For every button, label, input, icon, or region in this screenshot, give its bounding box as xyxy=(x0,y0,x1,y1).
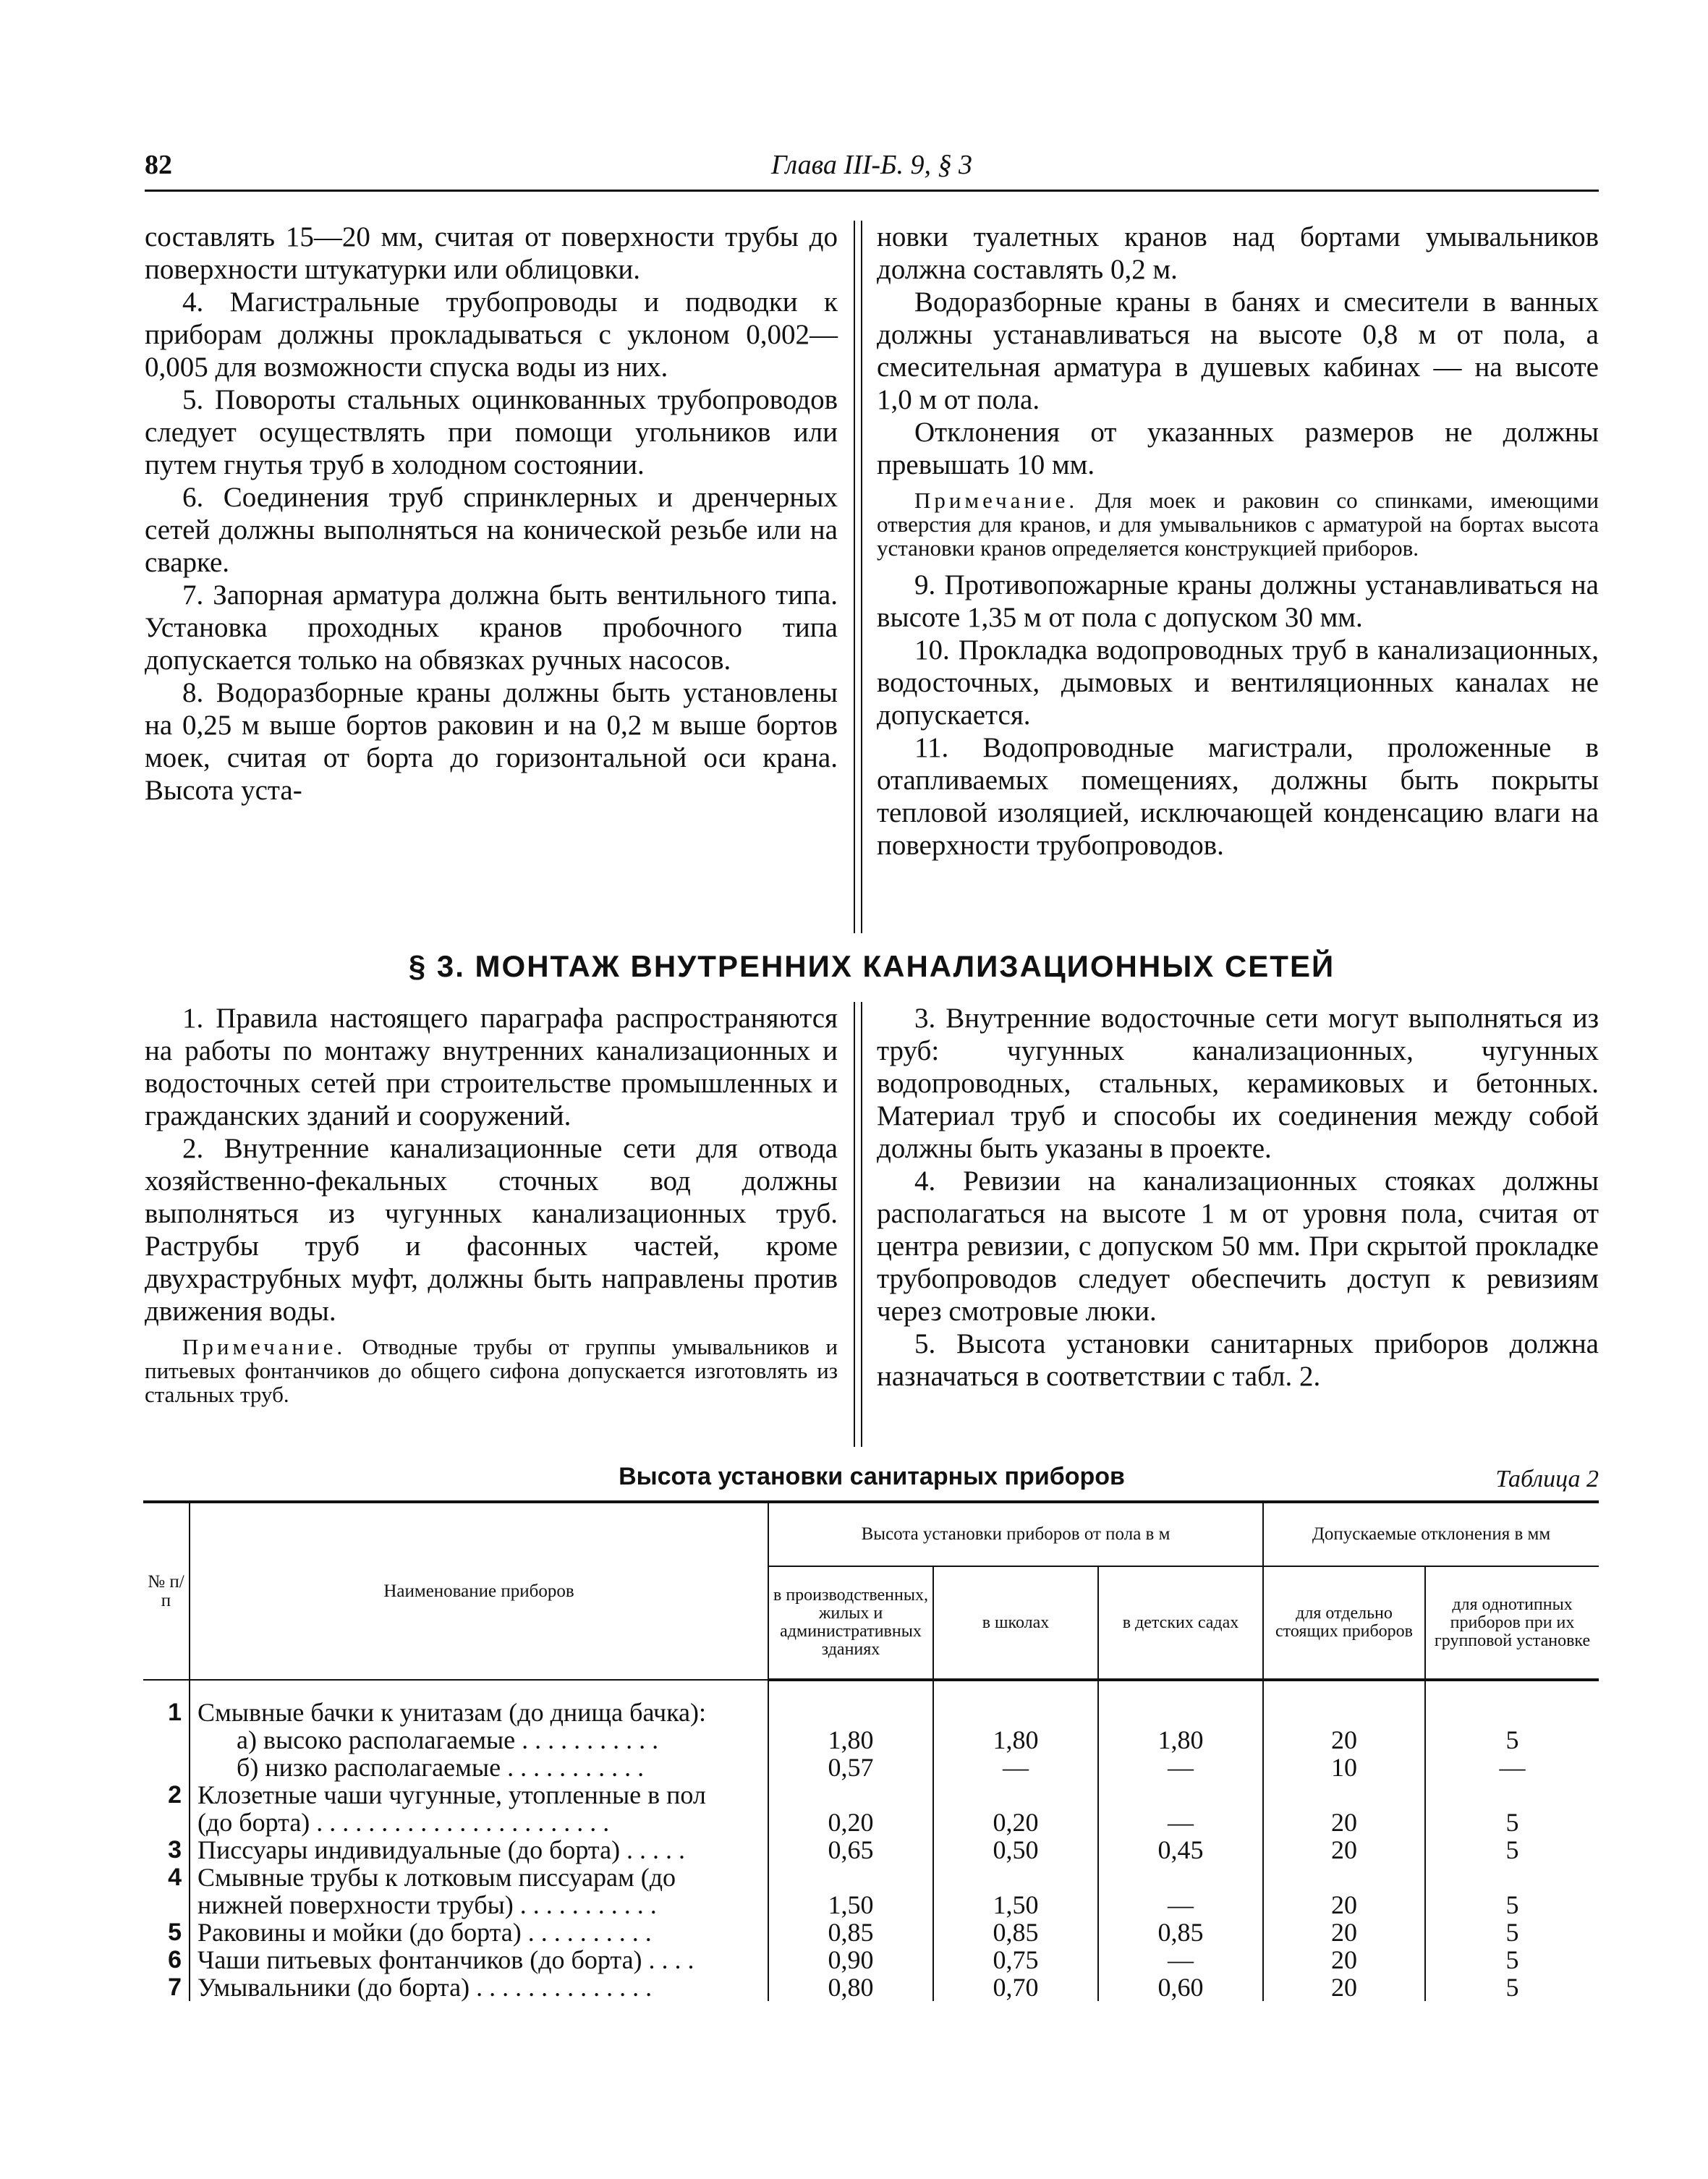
deviation-single-cell xyxy=(1263,1864,1425,1891)
height-industrial-cell: 0,85 xyxy=(768,1919,933,1946)
deviation-group-cell: 5 xyxy=(1425,1919,1599,1946)
height-schools-cell: 0,70 xyxy=(933,1974,1098,2001)
note-text: Для моек и раковин со спинками, имеющими отверстия для кранов, и для умывальников с арматурой на бортах высота установки кранов определяется конструкцией приборов. xyxy=(877,488,1599,561)
table-row xyxy=(143,1726,1599,1754)
height-kindergartens-cell: — xyxy=(1098,1946,1263,1974)
height-industrial-cell: 1,50 xyxy=(768,1891,933,1919)
deviation-group-cell: 5 xyxy=(1425,1891,1599,1919)
table-spacer-row xyxy=(143,1680,1599,1699)
deviation-single-cell: 20 xyxy=(1263,1809,1425,1836)
row-number-cell xyxy=(143,1891,190,1919)
deviation-single-cell xyxy=(1263,1699,1425,1726)
spacer-cell xyxy=(1425,1680,1599,1699)
height-industrial-cell xyxy=(768,1864,933,1891)
table-label: Таблица 2 xyxy=(1495,1466,1599,1492)
row-number-cell: 5 xyxy=(168,1919,182,1946)
row-number-cell: 3 xyxy=(168,1836,182,1864)
row-name-cell xyxy=(190,1919,768,1946)
installation-height-table xyxy=(143,1500,1599,2001)
paragraph: 4. Магистральные трубопроводы и подводки к приборам должны прокладываться с уклоном 0,002—0,005 для возможности спуска воды из них. xyxy=(145,286,838,383)
header-height-industrial: в производственных, жилых и административных зданиях xyxy=(768,1566,933,1680)
paragraph: 6. Соединения труб спринклерных и дренчерных сетей должны выполняться на конической резьбе или на сварке. xyxy=(145,482,838,578)
row-name-cell xyxy=(190,1754,768,1781)
deviation-group-cell: 5 xyxy=(1425,1974,1599,2001)
note-label: Примечание. xyxy=(182,1334,347,1359)
row-name-cell xyxy=(190,1699,768,1726)
paragraph: 9. Противопожарные краны должны устанавливаться на высоте 1,35 м от пола с допуском 30 мм. xyxy=(877,569,1599,633)
height-kindergartens-cell: 1,80 xyxy=(1098,1726,1263,1754)
column-divider xyxy=(854,1002,862,1447)
height-schools-cell: 0,20 xyxy=(933,1809,1098,1836)
header-height-group: Высота установки приборов от пола в м xyxy=(768,1502,1263,1566)
header-deviation-single: для отдельно стоящих приборов xyxy=(1263,1566,1425,1680)
height-industrial-cell: 0,90 xyxy=(768,1946,933,1974)
bottom-left-column xyxy=(145,1002,838,1415)
paragraph: Отклонения от указанных размеров не должны превышать 10 мм. xyxy=(877,417,1599,480)
table-body xyxy=(143,1680,1599,2001)
page-header xyxy=(145,149,1599,185)
height-kindergartens-cell: 0,85 xyxy=(1098,1919,1263,1946)
height-kindergartens-cell xyxy=(1098,1699,1263,1726)
row-name-text: Чаши питьевых фонтанчиков (до борта) . . . . xyxy=(197,1945,694,1974)
header-number: № п/п xyxy=(143,1502,190,1680)
deviation-single-cell: 20 xyxy=(1263,1891,1425,1919)
row-name-text: (до борта) . . . . . . . . . . . . . . . . . . . . . . . xyxy=(197,1808,610,1837)
deviation-single-cell: 20 xyxy=(1263,1919,1425,1946)
paragraph: 11. Водопроводные магистрали, проложенные в отапливаемых помещениях, должны быть покрыты тепловой изоляцией, исключающей конденсацию влаги на поверхности трубопроводов. xyxy=(877,732,1599,861)
height-industrial-cell: 0,20 xyxy=(768,1809,933,1836)
paragraph: 8. Водоразборные краны должны быть установлены на 0,25 м выше бортов раковин и на 0,2 м выше бортов моек, считая от борта до горизонтальной оси крана. Высота уста- xyxy=(145,677,838,806)
row-number-cell: 2 xyxy=(168,1781,182,1809)
height-schools-cell xyxy=(933,1699,1098,1726)
note-text: Отводные трубы от группы умывальников и питьевых фонтанчиков до общего сифона допускается изготовлять из стальных труб. xyxy=(145,1334,838,1407)
table-row xyxy=(143,1836,1599,1864)
row-number-cell xyxy=(143,1809,190,1836)
height-kindergartens-cell: 0,60 xyxy=(1098,1974,1263,2001)
deviation-group-cell: — xyxy=(1425,1754,1599,1781)
table-row xyxy=(143,1809,1599,1836)
deviation-single-cell: 20 xyxy=(1263,1946,1425,1974)
height-industrial-cell xyxy=(768,1781,933,1809)
page-number: 82 xyxy=(145,150,172,180)
top-left-column xyxy=(145,221,838,807)
height-schools-cell: 1,80 xyxy=(933,1726,1098,1754)
row-number-cell: 6 xyxy=(168,1946,182,1974)
paragraph: 5. Высота установки санитарных приборов должна назначаться в соответствии с табл. 2. xyxy=(877,1328,1599,1392)
row-name-text: Смывные трубы к лотковым писсуарам (до xyxy=(197,1863,676,1892)
deviation-single-cell: 10 xyxy=(1263,1754,1425,1781)
height-schools-cell: 0,75 xyxy=(933,1946,1098,1974)
paragraph: 10. Прокладка водопроводных труб в канализационных, водосточных, дымовых и вентиляционных каналах не допускается. xyxy=(877,634,1599,731)
table-row xyxy=(143,1891,1599,1919)
row-name-cell xyxy=(190,1726,768,1754)
height-kindergartens-cell xyxy=(1098,1864,1263,1891)
spacer-cell xyxy=(1263,1680,1425,1699)
paragraph: Водоразборные краны в банях и смесители в ванных должны устанавливаться на высоте 0,8 м от пола, а смесительная арматура в душевых кабинах — на высоте 1,0 м от пола. xyxy=(877,286,1599,415)
row-name-text: Смывные бачки к унитазам (до днища бачка): xyxy=(197,1698,707,1727)
table-row xyxy=(143,1974,1599,2001)
table-row xyxy=(143,1754,1599,1781)
height-industrial-cell: 0,80 xyxy=(768,1974,933,2001)
height-industrial-cell: 0,65 xyxy=(768,1836,933,1864)
spacer-cell xyxy=(143,1680,190,1699)
deviation-group-cell xyxy=(1425,1864,1599,1891)
height-kindergartens-cell: 0,45 xyxy=(1098,1836,1263,1864)
header-deviation-group-install: для однотипных приборов при их групповой установке xyxy=(1425,1566,1599,1680)
note-label: Примечание. xyxy=(914,488,1079,513)
row-number-cell: 7 xyxy=(168,1974,182,2001)
row-number-cell xyxy=(143,1754,190,1781)
row-name-cell xyxy=(190,1809,768,1836)
spacer-cell xyxy=(768,1680,933,1699)
paragraph: 7. Запорная арматура должна быть вентильного типа. Установка проходных кранов пробочного типа допускается только на обвязках ручных насосов. xyxy=(145,579,838,676)
height-kindergartens-cell xyxy=(1098,1781,1263,1809)
row-name-text: а) высоко располагаемые . . . . . . . . . . . xyxy=(237,1725,659,1754)
spacer-cell xyxy=(933,1680,1098,1699)
paragraph: новки туалетных кранов над бортами умывальников должна составлять 0,2 м. xyxy=(877,221,1599,285)
row-number-cell: 4 xyxy=(168,1864,182,1891)
height-schools-cell xyxy=(933,1864,1098,1891)
table-row xyxy=(143,1781,1599,1809)
running-title: Глава III-Б. 9, § 3 xyxy=(771,150,972,180)
height-industrial-cell: 1,80 xyxy=(768,1726,933,1754)
row-name-cell xyxy=(190,1864,768,1891)
height-schools-cell: — xyxy=(933,1754,1098,1781)
height-industrial-cell: 0,57 xyxy=(768,1754,933,1781)
row-name-cell xyxy=(190,1836,768,1864)
paragraph: 1. Правила настоящего параграфа распространяются на работы по монтажу внутренних канализационных и водосточных сетей при строительстве промышленных и гражданских зданий и сооружений. xyxy=(145,1003,838,1131)
deviation-group-cell: 5 xyxy=(1425,1809,1599,1836)
height-schools-cell: 1,50 xyxy=(933,1891,1098,1919)
header-rule xyxy=(145,190,1599,192)
spacer-cell xyxy=(1098,1680,1263,1699)
height-kindergartens-cell: — xyxy=(1098,1754,1263,1781)
row-number-cell: 1 xyxy=(168,1699,182,1726)
header-height-schools: в школах xyxy=(933,1566,1098,1680)
paragraph: составлять 15—20 мм, считая от поверхности трубы до поверхности штукатурки или облицовки. xyxy=(145,221,838,285)
height-schools-cell: 0,85 xyxy=(933,1919,1098,1946)
header-name: Наименование приборов xyxy=(190,1502,768,1680)
row-name-cell xyxy=(190,1891,768,1919)
height-industrial-cell xyxy=(768,1699,933,1726)
height-schools-cell xyxy=(933,1781,1098,1809)
header-height-kindergartens: в детских садах xyxy=(1098,1566,1263,1680)
note xyxy=(145,1335,838,1406)
paragraph: 3. Внутренние водосточные сети могут выполняться из труб: чугунных канализационных, чугунных водопроводных, стальных, керамиковых и бетонных. Материал труб и способы их соединения между собой должны быть указаны в проекте. xyxy=(877,1003,1599,1164)
height-schools-cell: 0,50 xyxy=(933,1836,1098,1864)
paragraph: 2. Внутренние канализационные сети для отвода хозяйственно-фекальных сточных вод должны выполняться из чугунных канализационных труб. Раструбы труб и фасонных частей, кроме двухраструбных муфт, должны быть направлены против движения воды. xyxy=(145,1133,838,1327)
table-row xyxy=(143,1699,1599,1726)
deviation-group-cell: 5 xyxy=(1425,1946,1599,1974)
table-caption xyxy=(145,1463,1599,1495)
row-name-text: нижней поверхности трубы) . . . . . . . . . . . xyxy=(197,1890,657,1919)
table-row xyxy=(143,1919,1599,1946)
table-title: Высота установки санитарных приборов xyxy=(619,1463,1125,1490)
header-deviation-group: Допускаемые отклонения в мм xyxy=(1263,1502,1599,1566)
row-name-cell xyxy=(190,1781,768,1809)
deviation-single-cell: 20 xyxy=(1263,1726,1425,1754)
deviation-group-cell xyxy=(1425,1699,1599,1726)
row-name-text: Клозетные чаши чугунные, утопленные в пол xyxy=(197,1780,706,1809)
row-name-text: Умывальники (до борта) . . . . . . . . . . . . . . xyxy=(197,1973,653,2002)
row-number-cell xyxy=(143,1726,190,1754)
row-name-text: Раковины и мойки (до борта) . . . . . . . . . . xyxy=(197,1918,652,1947)
deviation-single-cell: 20 xyxy=(1263,1974,1425,2001)
row-name-cell xyxy=(190,1946,768,1974)
paragraph: 4. Ревизии на канализационных стояках должны располагаться на высоте 1 м от уровня пола, считая от центра ревизии, с допуском 50 мм. При скрытой прокладке трубопроводов следует обеспечить доступ к ревизиям через смотровые люки. xyxy=(877,1165,1599,1327)
deviation-group-cell xyxy=(1425,1781,1599,1809)
column-divider xyxy=(854,221,862,933)
spacer-cell xyxy=(190,1680,768,1699)
row-name-text: Писсуары индивидуальные (до борта) . . . . . xyxy=(197,1835,686,1864)
row-name-text: б) низко располагаемые . . . . . . . . . . . xyxy=(237,1753,645,1782)
note xyxy=(877,488,1599,560)
height-kindergartens-cell: — xyxy=(1098,1891,1263,1919)
deviation-single-cell xyxy=(1263,1781,1425,1809)
deviation-single-cell: 20 xyxy=(1263,1836,1425,1864)
height-kindergartens-cell: — xyxy=(1098,1809,1263,1836)
row-name-cell xyxy=(190,1974,768,2001)
section-title: § 3. МОНТАЖ ВНУТРЕННИХ КАНАЛИЗАЦИОННЫХ СЕТЕЙ xyxy=(408,949,1335,983)
bottom-right-column xyxy=(877,1002,1599,1393)
paragraph: 5. Повороты стальных оцинкованных трубопроводов следует осуществлять при помощи угольников или путем гнутья труб в холодном состоянии. xyxy=(145,384,838,480)
table-row xyxy=(143,1946,1599,1974)
table-row xyxy=(143,1864,1599,1891)
deviation-group-cell: 5 xyxy=(1425,1726,1599,1754)
top-right-column xyxy=(877,221,1599,862)
deviation-group-cell: 5 xyxy=(1425,1836,1599,1864)
